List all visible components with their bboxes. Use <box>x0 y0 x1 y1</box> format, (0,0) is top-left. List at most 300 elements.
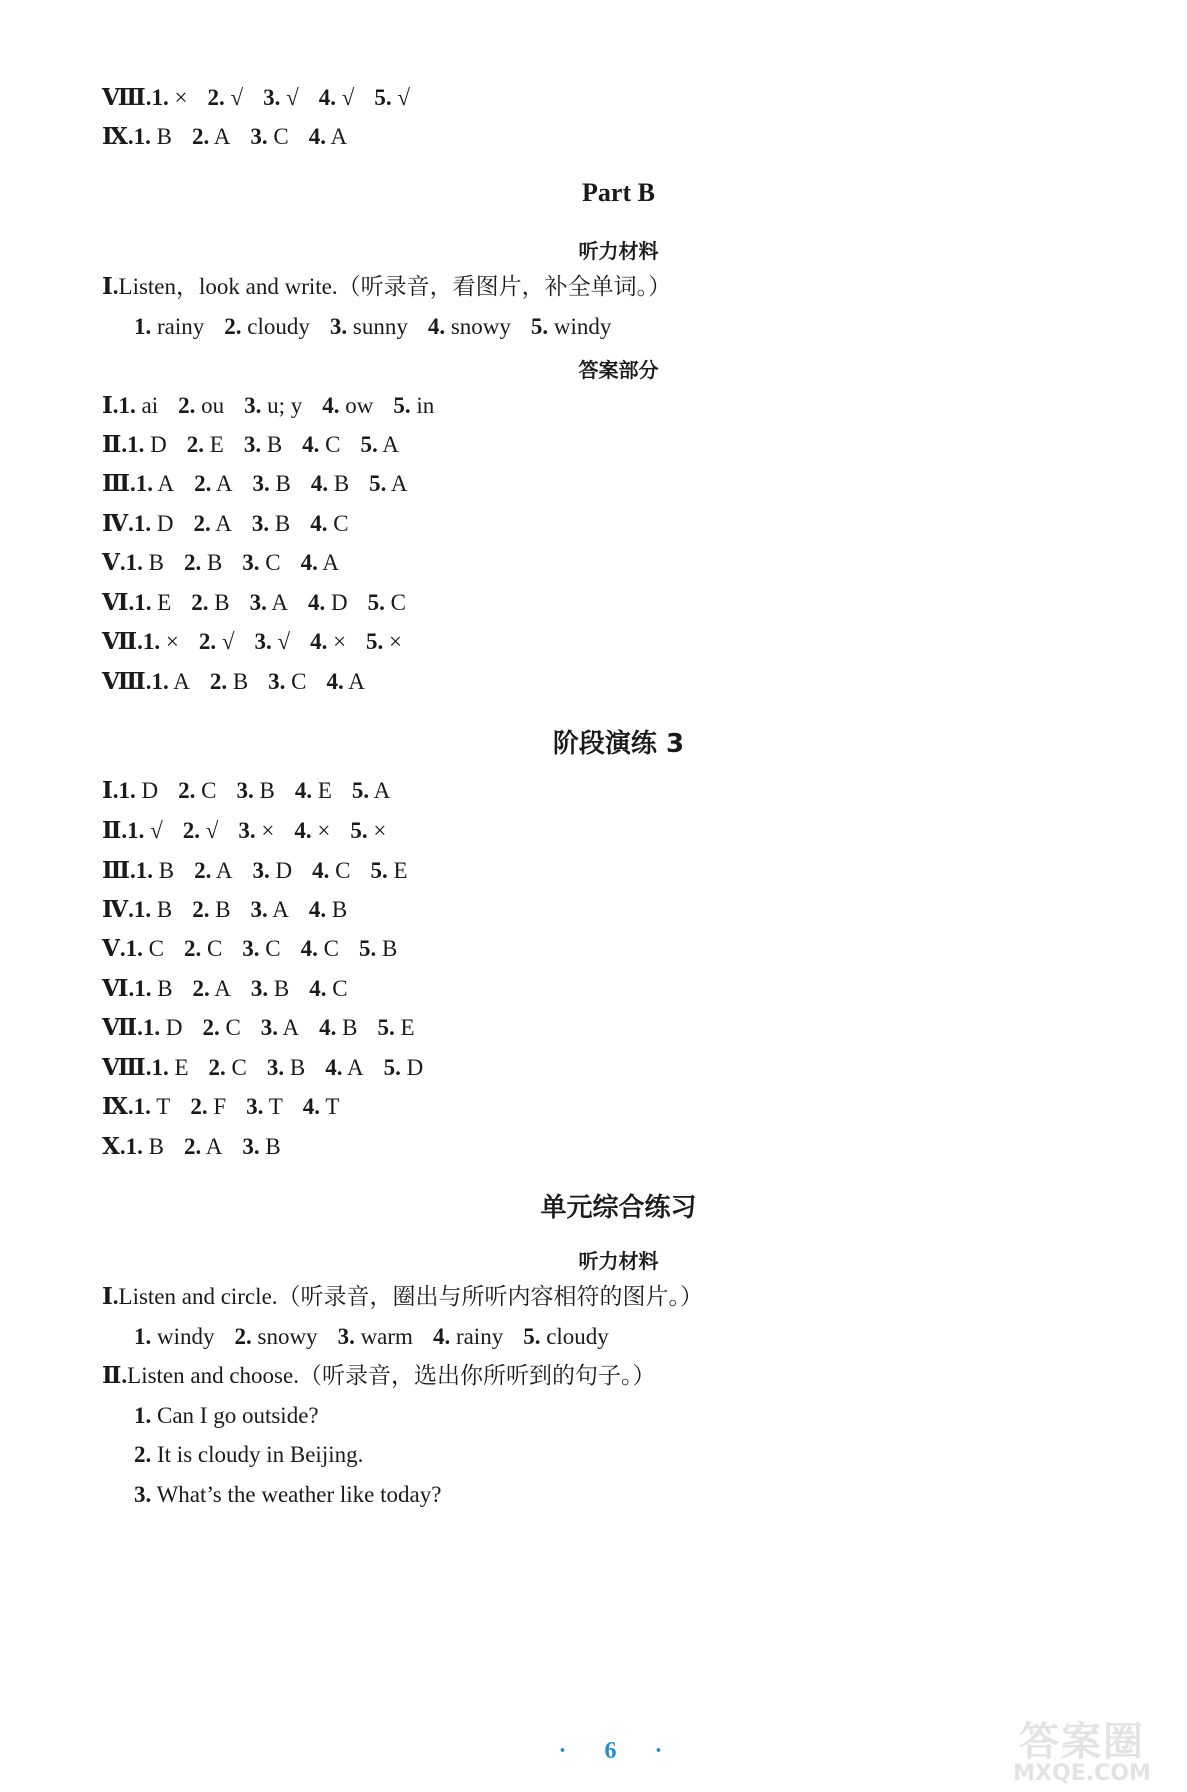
item-number: 3. <box>266 1055 285 1080</box>
answer-item <box>325 1055 363 1080</box>
item-value: B <box>157 976 173 1001</box>
roman-numeral: Ⅰ. <box>102 393 119 418</box>
item-number: 2. <box>183 1134 202 1159</box>
item-number: 3. <box>242 1134 260 1159</box>
answer-item <box>238 818 274 843</box>
item-text: What’s the weather like today? <box>156 1482 442 1507</box>
answer-item <box>184 550 222 575</box>
answer-item <box>295 778 332 803</box>
roman-numeral: Ⅶ. <box>102 629 143 654</box>
listening-heading: 听力材料 <box>578 1249 659 1273</box>
answer-item <box>127 818 163 843</box>
answer-item <box>310 629 346 654</box>
item-number: 3. <box>250 897 268 922</box>
item-value: E <box>317 778 332 803</box>
item-value: A <box>272 897 289 922</box>
item-value: A <box>346 1055 364 1080</box>
item-number: 4. <box>310 511 328 536</box>
item-value: B <box>275 471 291 496</box>
answer-row <box>102 1132 301 1162</box>
item-value: × <box>389 629 403 654</box>
answer-row <box>102 1013 435 1043</box>
item-number: 1. <box>125 550 143 575</box>
answer-item <box>428 314 511 339</box>
answer-item <box>303 1094 340 1119</box>
answer-item <box>330 314 408 339</box>
item-value: B <box>331 897 348 922</box>
item-value: A <box>330 124 348 149</box>
answer-item <box>119 778 159 803</box>
item-number: 2. <box>192 976 210 1001</box>
item-number: 1. <box>142 1015 161 1040</box>
item-value: F <box>213 1094 227 1119</box>
question-text: Listen and circle.（听录音，圈出与所听内容相符的图片。） <box>118 1284 704 1309</box>
answer-item <box>134 897 172 922</box>
item-value: A <box>205 1134 223 1159</box>
item-value: snowy <box>450 314 511 339</box>
item-number: 3. <box>337 1324 355 1349</box>
item-number: 4. <box>432 1324 451 1349</box>
item-number: 1. <box>127 432 145 457</box>
item-number: 2. <box>178 778 196 803</box>
item-number: 3. <box>242 936 260 961</box>
item-number: 4. <box>318 85 336 110</box>
answer-item <box>134 511 174 536</box>
item-value: A <box>173 669 190 694</box>
item-value: √ <box>230 85 244 110</box>
item-number: 4. <box>310 629 328 654</box>
watermark-logo <box>987 1710 1177 1786</box>
listening-question <box>102 272 671 302</box>
item-number: 2. <box>198 629 217 654</box>
answer-row <box>102 1092 359 1122</box>
item-number: 3. <box>243 432 262 457</box>
answer-item <box>370 858 407 883</box>
answer-item <box>359 936 397 961</box>
item-number: 3. <box>236 778 254 803</box>
answer-item <box>127 432 167 457</box>
item-value: B <box>214 590 230 615</box>
item-number: 1. <box>134 1403 152 1428</box>
answer-item <box>311 471 349 496</box>
item-number: 5. <box>530 314 549 339</box>
item-value: A <box>215 471 233 496</box>
answer-item <box>261 1015 299 1040</box>
item-value: × <box>317 818 331 843</box>
answer-item <box>210 669 248 694</box>
roman-numeral: Ⅶ. <box>102 1015 143 1040</box>
item-value: B <box>156 124 172 149</box>
answer-item <box>151 85 187 110</box>
answer-item <box>531 314 612 339</box>
item-number: 3. <box>268 669 286 694</box>
answer-item <box>244 393 302 418</box>
roman-numeral: Ⅳ. <box>102 511 134 536</box>
item-value: √ <box>277 629 291 654</box>
item-number: 1. <box>118 393 136 418</box>
answer-row <box>102 391 454 421</box>
item-value: A <box>215 511 232 536</box>
roman-numeral: Ⅰ. <box>102 274 119 299</box>
answer-item <box>134 1094 171 1119</box>
item-value: B <box>265 1134 281 1159</box>
item-number: 3. <box>252 471 270 496</box>
item-text: Can I go outside? <box>157 1403 319 1428</box>
item-value: × <box>373 818 387 843</box>
answer-item <box>192 124 230 149</box>
item-number: 5. <box>377 1015 395 1040</box>
item-number: 2. <box>224 314 242 339</box>
item-number: 4. <box>300 936 318 961</box>
answer-row <box>102 1053 443 1083</box>
item-value: snowy <box>257 1324 318 1349</box>
item-value: C <box>206 936 223 961</box>
answer-item <box>368 590 406 615</box>
section-title-stage-3: 阶段演练 3 <box>552 729 685 759</box>
item-text: It is cloudy in Beijing. <box>157 1442 364 1467</box>
answer-item <box>267 1055 305 1080</box>
answer-row <box>102 588 426 618</box>
answer-row <box>102 83 430 113</box>
item-number: 2. <box>208 1055 226 1080</box>
answer-item <box>136 471 174 496</box>
sentence-item <box>134 1401 319 1431</box>
item-number: 2. <box>209 669 228 694</box>
item-value: B <box>266 432 283 457</box>
item-value: sunny <box>352 314 408 339</box>
item-value: ai <box>141 393 159 418</box>
item-value: C <box>333 511 349 536</box>
item-value: D <box>156 511 174 536</box>
answer-row <box>102 934 417 964</box>
roman-numeral: Ⅴ. <box>102 550 126 575</box>
item-number: 3. <box>238 818 256 843</box>
answer-item <box>302 432 340 457</box>
item-number: 1. <box>135 471 154 496</box>
answer-item <box>309 897 347 922</box>
item-value: B <box>158 858 175 883</box>
answer-item <box>194 858 232 883</box>
answer-item <box>178 778 216 803</box>
item-value: ow <box>345 393 374 418</box>
answer-item <box>523 1324 609 1349</box>
item-value: A <box>213 124 231 149</box>
answer-item <box>350 818 386 843</box>
item-value: D <box>275 858 293 883</box>
item-number: 2. <box>202 1015 220 1040</box>
item-number: 5. <box>358 936 377 961</box>
item-value: A <box>322 550 339 575</box>
item-value: × <box>261 818 275 843</box>
item-value: D <box>150 432 167 457</box>
item-number: 1. <box>151 669 169 694</box>
item-number: 1. <box>133 124 151 149</box>
answer-item <box>134 314 204 339</box>
item-number: 4. <box>322 393 340 418</box>
item-number: 2. <box>190 1094 208 1119</box>
roman-numeral: Ⅵ. <box>102 590 135 615</box>
item-number: 3. <box>244 393 262 418</box>
item-number: 3. <box>251 511 270 536</box>
answer-item <box>252 858 292 883</box>
item-value: B <box>232 669 249 694</box>
item-value: C <box>325 432 341 457</box>
answer-item <box>143 629 179 654</box>
item-number: 3. <box>242 550 260 575</box>
item-value: E <box>400 1015 415 1040</box>
answer-row <box>102 974 368 1004</box>
answer-item <box>433 1324 503 1349</box>
answer-item <box>126 936 164 961</box>
answer-row <box>102 430 419 460</box>
item-number: 3. <box>260 1015 279 1040</box>
item-number: 4. <box>302 432 320 457</box>
item-number: 2. <box>182 818 201 843</box>
item-value: C <box>265 936 281 961</box>
answer-item <box>190 1094 226 1119</box>
item-value: C <box>201 778 217 803</box>
item-number: 1. <box>134 314 152 339</box>
item-number: 4. <box>427 314 446 339</box>
answer-item <box>263 85 299 110</box>
answer-item <box>246 1094 283 1119</box>
item-value: windy <box>553 314 612 339</box>
answer-item <box>308 590 348 615</box>
roman-numeral: Ⅱ. <box>102 1363 128 1388</box>
answer-item <box>366 629 402 654</box>
item-number: 4. <box>294 818 312 843</box>
answer-item <box>191 590 229 615</box>
item-number: 4. <box>310 471 329 496</box>
item-number: 1. <box>127 818 145 843</box>
item-value: rainy <box>455 1324 504 1349</box>
item-number: 5. <box>523 1324 541 1349</box>
answer-item <box>384 1055 424 1080</box>
question-text: Listen and choose.（听录音，选出你所听到的句子。） <box>127 1363 656 1388</box>
answer-item <box>251 976 289 1001</box>
item-number: 2. <box>194 471 212 496</box>
answer-item <box>136 858 174 883</box>
item-value: T <box>325 1094 340 1119</box>
listening-heading: 听力材料 <box>578 239 659 263</box>
answer-item <box>252 471 290 496</box>
sentence-item <box>134 1480 441 1510</box>
item-value: √ <box>150 818 163 843</box>
item-value: A <box>390 471 408 496</box>
item-value: T <box>156 1094 171 1119</box>
item-number: 5. <box>370 858 388 883</box>
answer-item <box>250 124 288 149</box>
answer-row <box>102 509 369 539</box>
item-value: × <box>165 629 179 654</box>
answer-row <box>102 548 359 578</box>
item-value: B <box>156 897 173 922</box>
item-number: 4. <box>308 124 326 149</box>
item-value: A <box>382 432 399 457</box>
roman-numeral: Ⅲ. <box>102 858 136 883</box>
item-value: C <box>273 124 289 149</box>
answer-item <box>361 432 399 457</box>
item-number: 2. <box>186 432 205 457</box>
item-number: 5. <box>393 393 411 418</box>
item-value: ou <box>201 393 225 418</box>
item-value: √ <box>397 85 410 110</box>
item-number: 2. <box>207 85 225 110</box>
page-number: · 6 · <box>558 1738 679 1764</box>
answer-item <box>184 936 222 961</box>
answer-item <box>374 85 410 110</box>
roman-numeral: Ⅷ. <box>102 85 152 110</box>
item-value: A <box>271 590 288 615</box>
item-number: 2. <box>193 511 211 536</box>
item-number: 1. <box>135 858 154 883</box>
item-number: 1. <box>125 936 143 961</box>
answer-heading: 答案部分 <box>578 358 659 382</box>
item-number: 4. <box>308 897 327 922</box>
item-value: B <box>148 550 164 575</box>
watermark-text: 答案圈 <box>1019 1719 1145 1765</box>
answer-item <box>242 1134 280 1159</box>
item-number: 1. <box>134 1324 152 1349</box>
item-value: B <box>381 936 398 961</box>
answer-item <box>242 550 280 575</box>
item-value: C <box>390 590 406 615</box>
item-number: 5. <box>383 1055 401 1080</box>
item-number: 1. <box>125 1134 143 1159</box>
item-value: E <box>174 1055 189 1080</box>
answer-item <box>151 669 189 694</box>
item-value: D <box>165 1015 183 1040</box>
answer-row <box>102 895 367 925</box>
item-number: 4. <box>319 1015 337 1040</box>
item-value: B <box>273 976 290 1001</box>
item-number: 1. <box>142 629 161 654</box>
item-number: 5. <box>367 590 385 615</box>
answer-item <box>134 590 171 615</box>
answer-item <box>312 858 350 883</box>
answer-item <box>194 471 232 496</box>
item-value: B <box>206 550 223 575</box>
roman-numeral: Ⅴ. <box>102 936 126 961</box>
answer-item <box>134 1324 215 1349</box>
item-value: D <box>406 1055 424 1080</box>
item-value: A <box>373 778 391 803</box>
answer-item <box>134 124 172 149</box>
answer-item <box>193 976 231 1001</box>
item-value: C <box>335 858 351 883</box>
item-number: 4. <box>325 1055 343 1080</box>
item-number: 2. <box>183 550 202 575</box>
item-number: 5. <box>374 85 392 110</box>
answer-item <box>151 1055 188 1080</box>
answer-item <box>178 393 224 418</box>
answer-item <box>301 550 339 575</box>
item-number: 5. <box>350 818 368 843</box>
item-value: C <box>225 1015 241 1040</box>
roman-numeral: Ⅱ. <box>102 818 128 843</box>
answer-item <box>309 976 347 1001</box>
item-value: u; y <box>267 393 303 418</box>
item-value: E <box>157 590 172 615</box>
answer-item <box>184 1134 222 1159</box>
answer-item <box>126 550 164 575</box>
item-number: 3. <box>250 976 269 1001</box>
item-value: √ <box>286 85 299 110</box>
listening-items <box>134 1322 629 1352</box>
item-number: 2. <box>134 1442 152 1467</box>
answer-item <box>294 818 330 843</box>
item-number: 2. <box>192 124 210 149</box>
item-number: 5. <box>360 432 378 457</box>
item-value: E <box>393 858 408 883</box>
item-number: 4. <box>326 669 344 694</box>
answer-item <box>310 511 348 536</box>
item-number: 4. <box>300 550 318 575</box>
item-number: 1. <box>134 590 152 615</box>
sentence-item <box>134 1440 363 1470</box>
roman-numeral: Ⅱ. <box>102 432 128 457</box>
answer-item <box>327 669 365 694</box>
answer-row <box>102 627 422 657</box>
answer-item <box>193 511 231 536</box>
item-number: 5. <box>351 778 370 803</box>
item-number: 4. <box>294 778 313 803</box>
item-value: T <box>268 1094 283 1119</box>
answer-item <box>352 778 390 803</box>
answer-row <box>102 469 428 499</box>
answer-item <box>268 669 306 694</box>
item-number: 1. <box>134 976 152 1001</box>
roman-numeral: Ⅷ. <box>102 1055 152 1080</box>
item-number: 3. <box>134 1482 152 1507</box>
answer-item <box>187 432 224 457</box>
item-value: A <box>157 471 175 496</box>
item-value: windy <box>157 1324 215 1349</box>
item-number: 2. <box>178 393 196 418</box>
item-number: 5. <box>366 629 384 654</box>
answer-row <box>102 776 410 806</box>
item-value: D <box>330 590 348 615</box>
item-value: B <box>342 1015 358 1040</box>
item-value: E <box>209 432 224 457</box>
item-value: rainy <box>157 314 205 339</box>
answer-item <box>319 1015 357 1040</box>
answer-item <box>126 1134 164 1159</box>
answer-item <box>322 393 373 418</box>
roman-numeral: Ⅹ. <box>102 1134 126 1159</box>
listening-question <box>102 1282 703 1312</box>
item-value: A <box>214 976 231 1001</box>
answer-item <box>338 1324 413 1349</box>
answer-row <box>102 856 428 886</box>
answer-item <box>143 1015 183 1040</box>
item-number: 2. <box>192 897 210 922</box>
item-number: 1. <box>151 1055 169 1080</box>
roman-numeral: Ⅷ. <box>102 669 152 694</box>
answer-row <box>102 816 406 846</box>
answer-row <box>102 667 385 697</box>
item-number: 3. <box>329 314 348 339</box>
roman-numeral: Ⅲ. <box>102 471 136 496</box>
answer-item <box>119 393 159 418</box>
roman-numeral: Ⅸ. <box>102 124 134 149</box>
item-value: A <box>282 1015 300 1040</box>
roman-numeral: Ⅰ. <box>102 778 119 803</box>
item-value: C <box>291 669 307 694</box>
item-value: √ <box>205 818 219 843</box>
answer-item <box>254 629 290 654</box>
item-number: 4. <box>307 590 326 615</box>
